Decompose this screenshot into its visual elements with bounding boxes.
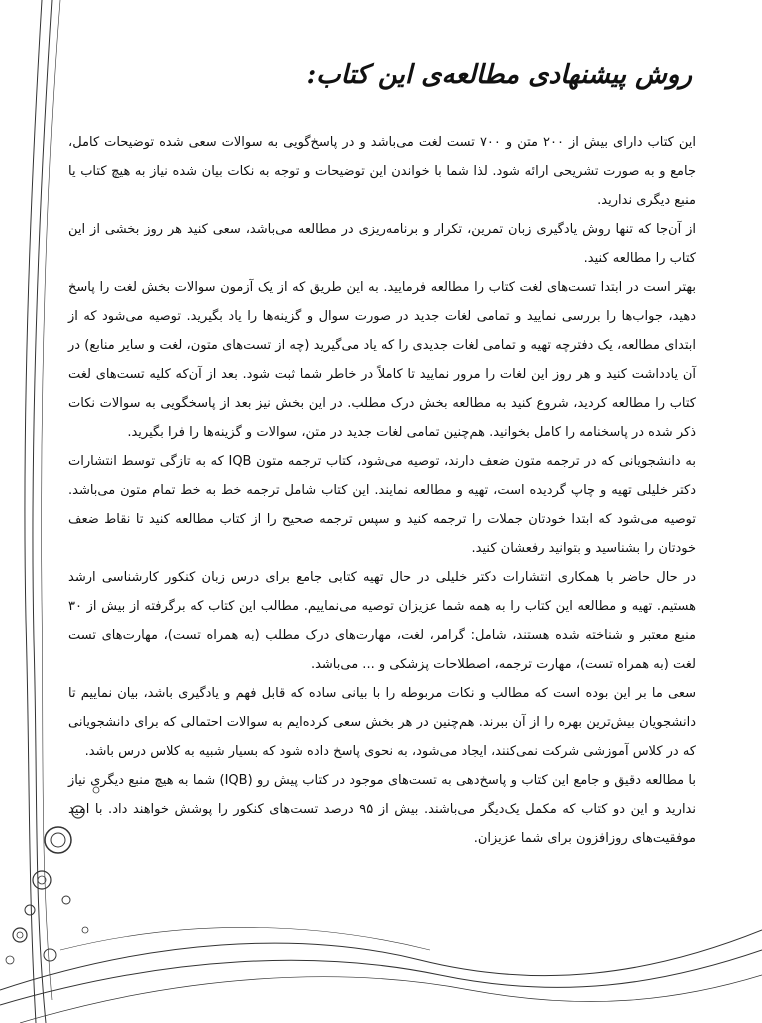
paragraph: به دانشجویانی که در ترجمه متون ضعف دارند، توصیه می‌شود، کتاب ترجمه متون IQB که به تازگی توسط انتشارات دکتر خلیلی تهیه و چاپ گردیده است، تهیه و مطالعه نمایند. این کتاب شامل ترجمه خط به خط تمام متون می‌باشد. توصیه می‌شود که ابتدا خودتان جملات را ترجمه کنید و سپس ترجمه صحیح را از کتاب مطالعه کنید تا نقاط ضعف خودتان را بشناسید و بتوانید رفعشان کنید. bbox=[68, 454, 696, 556]
bottom-swirl-lines bbox=[0, 927, 762, 1023]
body-text bbox=[68, 128, 696, 853]
page-title: روش پیشنهادی مطالعه‌ی این کتاب: bbox=[306, 60, 692, 90]
paragraph: بهتر است در ابتدا تست‌های لغت کتاب را مطالعه فرمایید. به این طریق که از یک آزمون سوالات بخش لغت را پاسخ دهید، جواب‌ها را بررسی نمایید و تمامی لغات جدید در صورت سوال و گزینه‌ها را یاد بگیرید. توصیه می‌شود که از ابتدای مطالعه، یک دفترچه تهیه و تمامی لغات جدیدی را که یاد می‌گیرید (چه از تست‌های متون، لغت و سایر منابع) در آن یادداشت کنید و هر روز این لغات را مرور نمایید تا کاملاً در خاطر شما ثبت شود. بعد از آن‌که کلیه تست‌های لغت کتاب را مطالعه کردید، شروع کنید به مطالعه بخش درک مطلب. در این بخش نیز بعد از پاسخگویی به سوالات نکات ذکر شده در پاسخنامه را کامل بخوانید. هم‌چنین تمامی لغات جدید در متن، سوالات و گزینه‌ها را فرا بگیرید. bbox=[68, 280, 696, 440]
paragraph: این کتاب دارای بیش از ۲۰۰ متن و ۷۰۰ تست لغت می‌باشد و در پاسخ‌گویی به سوالات سعی شده توضیحات کامل، جامع و به صورت تشریحی ارائه شود. لذا شما با خواندن این توضیحات و توجه به نکات بیان شده نیاز به هیچ کتاب یا منبع دیگری ندارید. bbox=[68, 135, 696, 208]
paragraph: سعی ما بر این بوده است که مطالب و نکات مربوطه را با بیانی ساده که قابل فهم و یادگیری باشد، بیان نماییم تا دانشجویان بیش‌ترین بهره را از آن ببرند. هم‌چنین در هر بخش سعی کرده‌ایم به سوالات احتمالی که برای دانشجویانی که در کلاس آموزشی شرکت نمی‌کنند، ایجاد می‌شود، به نحوی پاسخ داده شود که بسیار شبیه به کلاس درس باشد. bbox=[68, 686, 696, 759]
paragraph: در حال حاضر با همکاری انتشارات دکتر خلیلی در حال تهیه کتابی جامع برای درس زبان کنکور کارشناسی ارشد هستیم. تهیه و مطالعه این کتاب را به همه شما عزیزان توصیه می‌نماییم. مطالب این کتاب که برگرفته از بیش از ۳۰ منبع معتبر و شناخته شده هستند، شامل: گرامر، لغت، مهارت‌های درک مطلب (به همراه تست)، مهارت‌های تست لغت (به همراه تست)، مهارت ترجمه، اصطلاحات پزشکی و ... می‌باشد. bbox=[68, 570, 696, 672]
left-vine-lines bbox=[25, 0, 60, 1023]
paragraph: از آن‌جا که تنها روش یادگیری زبان تمرین، تکرار و برنامه‌ریزی در مطالعه می‌باشد، سعی کنید هر روز بخشی از این کتاب را مطالعه کنید. bbox=[68, 222, 696, 266]
paragraph: با مطالعه دقیق و جامع این کتاب و پاسخ‌دهی به تست‌های موجود در کتاب پیش رو (IQB) شما به هیچ منبع دیگری نیاز ندارید و این دو کتاب که مکمل یک‌دیگر می‌باشند. بیش از ۹۵ درصد تست‌های کنکور را پوشش خواهند داد. با امید موفقیت‌های روزافزون برای شما عزیزان. bbox=[68, 773, 696, 846]
